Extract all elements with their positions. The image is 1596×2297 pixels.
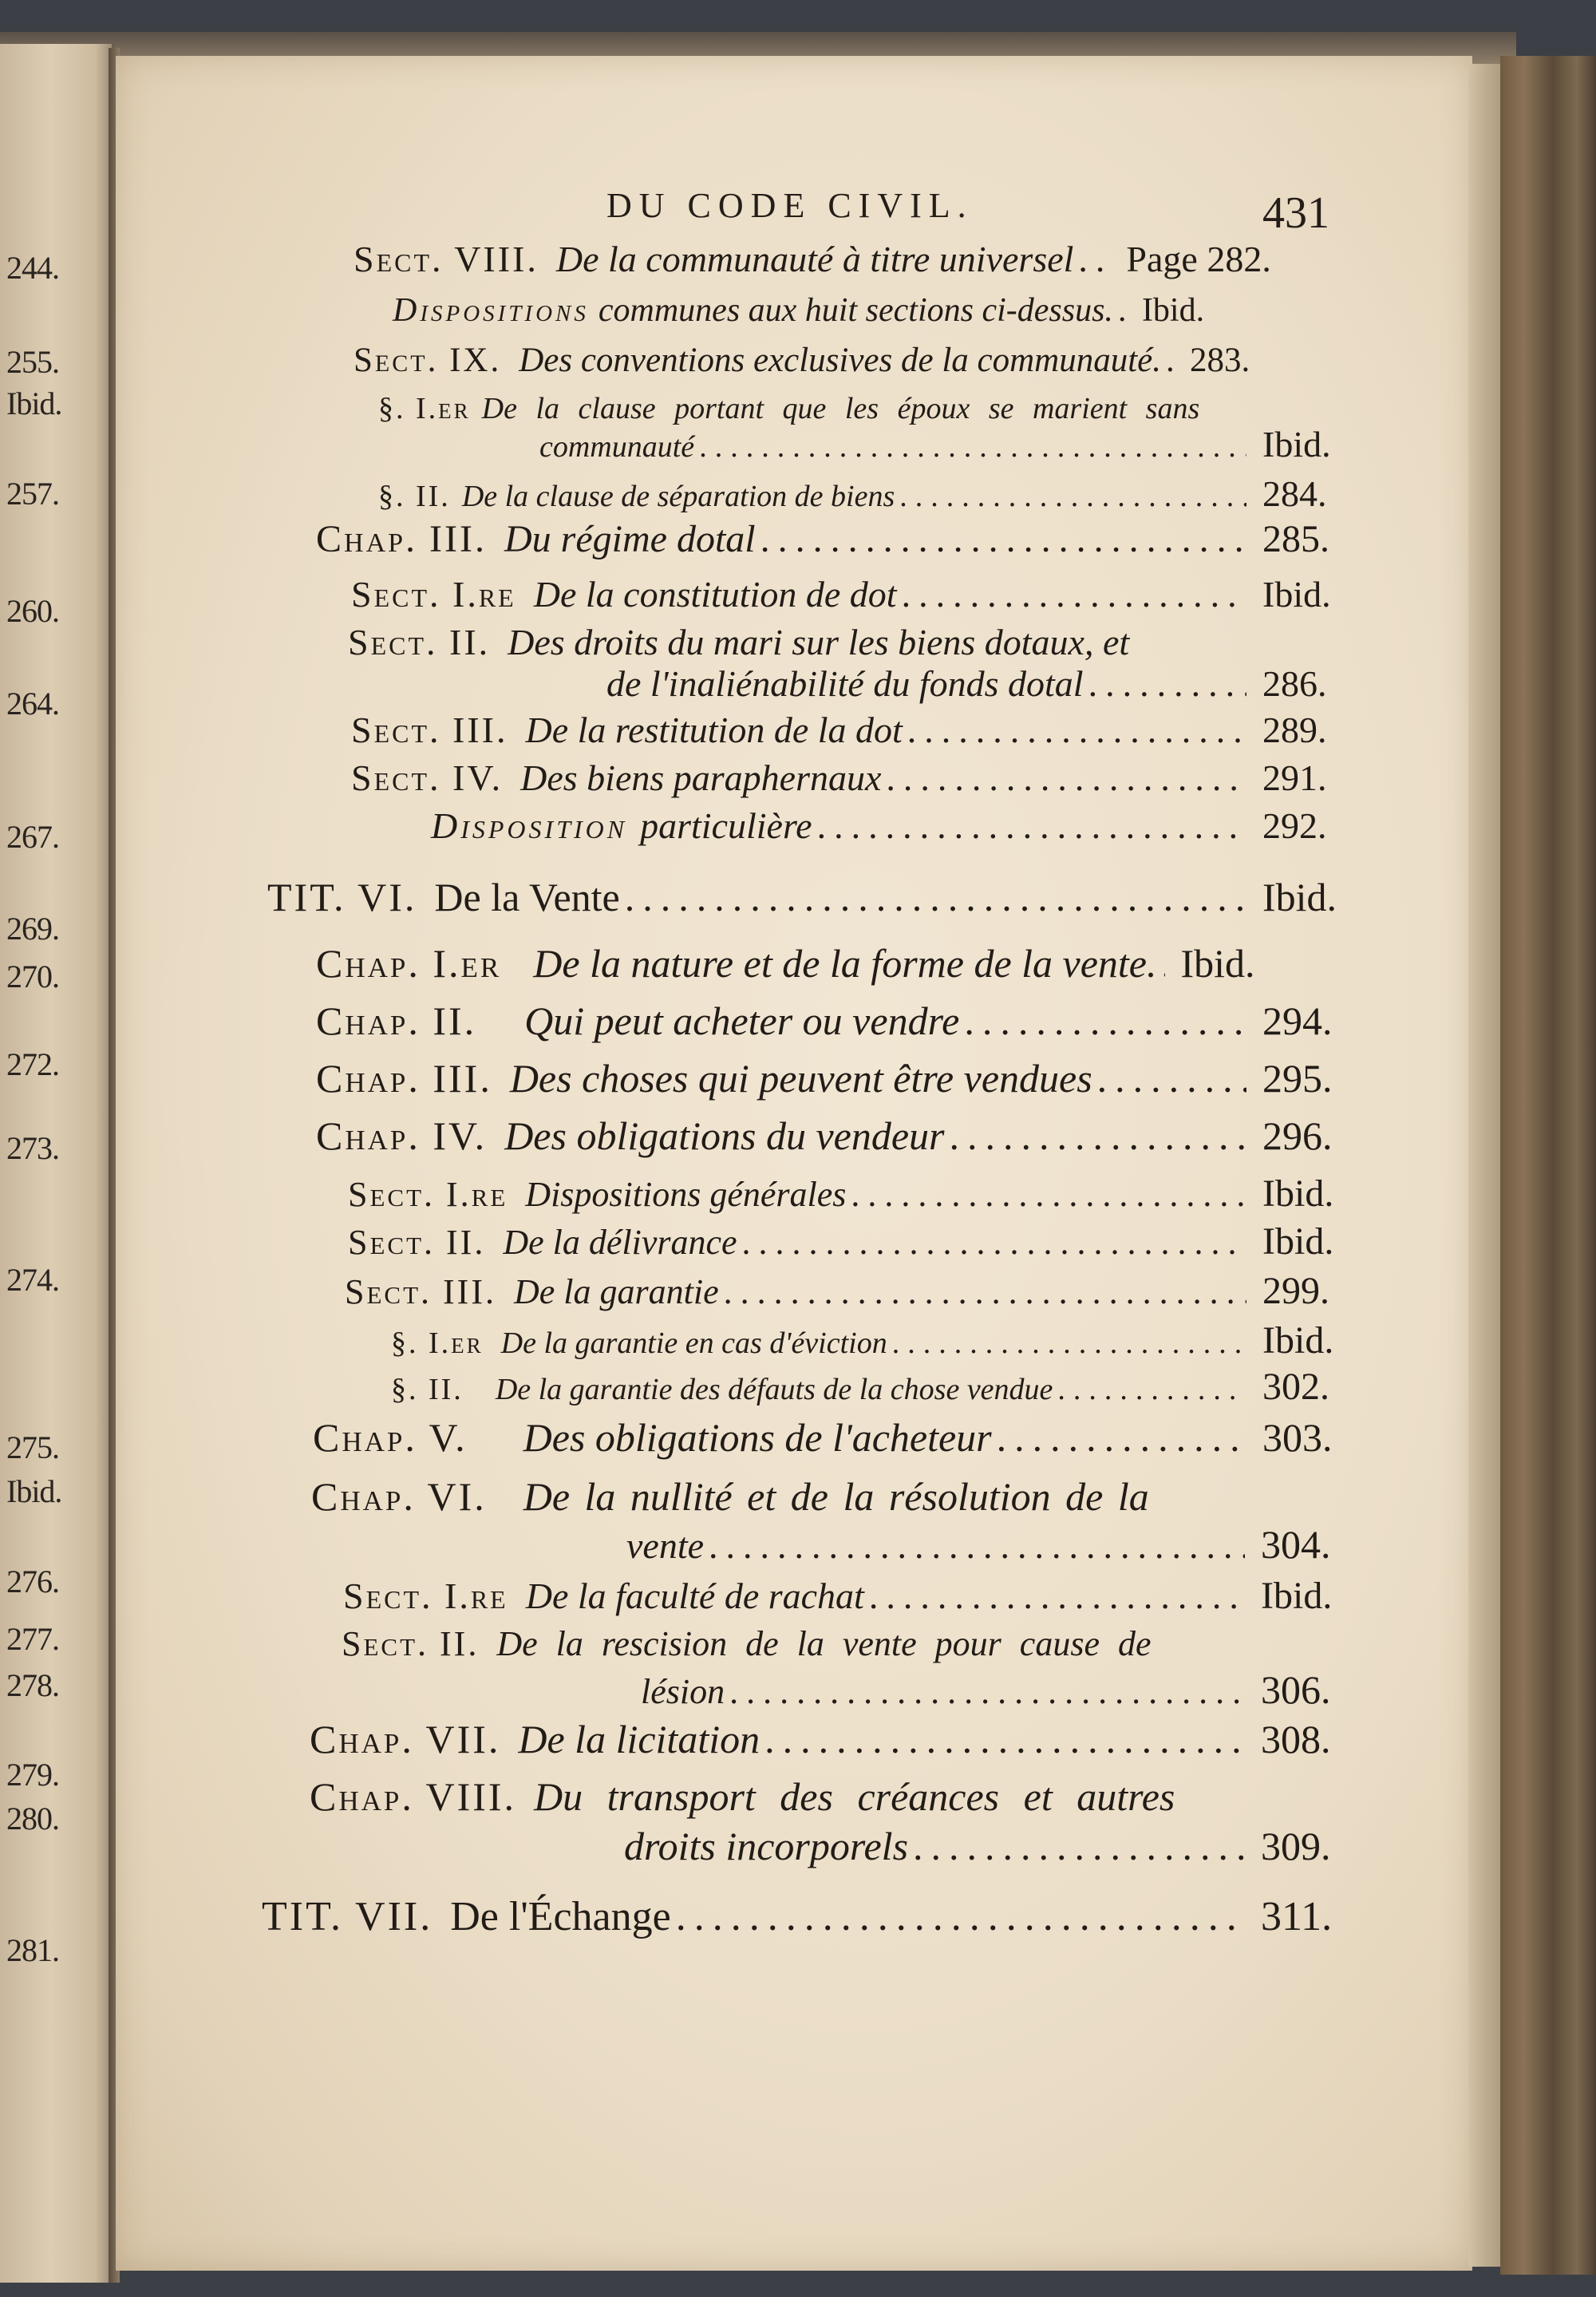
toc-entry	[378, 472, 1342, 515]
entry-page: Ibid.	[1262, 574, 1331, 615]
entry-page: Ibid.	[1141, 292, 1205, 329]
toc-entry	[378, 391, 1360, 426]
entry-title: De la restitution de la dot	[525, 710, 903, 750]
entry-label: Sect. III.	[345, 1272, 496, 1311]
running-title: DU CODE CIVIL.	[606, 186, 974, 225]
toc-entry	[391, 1365, 1342, 1409]
entry-page: 286.	[1262, 663, 1327, 704]
margin-number: 267.	[6, 819, 59, 855]
leather-binding	[1500, 56, 1596, 2275]
entry-title: De l'Échange	[450, 1894, 671, 1939]
entry-page: 283.	[1190, 342, 1250, 379]
margin-number: Ibid.	[6, 1473, 62, 1509]
entry-title: De la rescision de la vente pour cause de	[496, 1624, 1152, 1663]
margin-number: 272.	[6, 1046, 59, 1082]
entry-title: De la clause portant que les époux se marient sans	[481, 392, 1200, 425]
margin-number: 260.	[6, 593, 59, 629]
entry-title-caps: Dispositions	[393, 292, 589, 329]
entry-label: §. I.er	[391, 1326, 484, 1360]
entry-title: De la nature et de la forme de la vente.	[533, 941, 1157, 986]
toc-entry	[342, 1623, 1341, 1664]
margin-number: 275.	[6, 1429, 59, 1465]
entry-title: Des obligations du vendeur	[504, 1113, 945, 1158]
dot-leader	[1162, 940, 1165, 986]
toc-entry	[313, 1414, 1342, 1461]
dot-leader	[699, 429, 1246, 465]
entry-label: Chap. VII.	[310, 1717, 501, 1761]
margin-number: 269.	[6, 911, 59, 947]
entry-label: §. II.	[378, 480, 451, 513]
entry-title: De la garantie des défauts de la chose vendue	[495, 1373, 1053, 1406]
entry-label: Sect. III.	[351, 710, 508, 750]
margin-number: Ibid.	[6, 385, 62, 421]
entry-title: De la garantie en cas d'éviction	[500, 1326, 887, 1360]
dot-leader	[760, 517, 1246, 561]
dot-leader	[851, 1174, 1246, 1215]
entry-title-continuation: vente	[626, 1525, 705, 1566]
dot-leader	[907, 709, 1246, 751]
toc-entry	[351, 757, 1342, 799]
dot-leader	[724, 1271, 1246, 1312]
toc-entry	[431, 805, 1342, 847]
entry-title: De la nullité et de la résolution de la	[523, 1474, 1149, 1519]
dot-leader	[964, 998, 1246, 1044]
entry-page: 292.	[1262, 805, 1327, 846]
entry-label: Sect. I.re	[343, 1575, 508, 1616]
toc-entry	[311, 1473, 1341, 1520]
toc-entry	[316, 940, 1342, 986]
entry-label: Chap. IV.	[316, 1113, 488, 1158]
entry-title: Des droits du mari sur les biens dotaux, et	[508, 622, 1130, 662]
entry-page: Ibid.	[1262, 1172, 1334, 1215]
margin-number: 276.	[6, 1564, 59, 1599]
toc-entry	[348, 1172, 1342, 1216]
entry-title: De la constitution de dot	[533, 574, 897, 615]
entry-title: Du transport des créances et autres	[534, 1774, 1175, 1819]
entry-page: Ibid.	[1262, 875, 1337, 919]
entry-page: 299.	[1262, 1270, 1329, 1312]
toc-entry-continuation	[624, 1823, 1341, 1869]
toc-entry-continuation	[539, 423, 1342, 465]
toc-entry-continuation	[641, 1666, 1341, 1713]
toc-entry-continuation	[626, 1521, 1341, 1568]
toc-entry	[316, 1055, 1342, 1101]
margin-number: 264.	[6, 686, 59, 722]
entry-page: Ibid.	[1261, 1575, 1333, 1617]
margin-number: 244.	[6, 250, 59, 286]
entry-page: 308.	[1261, 1717, 1331, 1761]
entry-title: De la clause de séparation de biens	[461, 480, 895, 513]
entry-title: De la faculté de rachat	[525, 1575, 864, 1616]
entry-title-continuation: communauté	[539, 430, 695, 464]
toc-entry	[354, 238, 1343, 280]
dot-leader	[709, 1524, 1245, 1567]
entry-page: Ibid.	[1180, 941, 1255, 986]
entry-label: Chap. VIII.	[310, 1774, 517, 1819]
margin-number: 273.	[6, 1130, 59, 1166]
margin-number: 257.	[6, 476, 59, 512]
entry-label: Sect. II.	[348, 1223, 486, 1262]
entry-page: 309.	[1261, 1824, 1331, 1868]
entry-title: De la communauté à titre universel	[555, 239, 1074, 279]
toc-entry	[267, 874, 1342, 920]
entry-label: Sect. II.	[342, 1624, 480, 1663]
entry-page: 295.	[1262, 1056, 1333, 1101]
toc-entry	[348, 1220, 1342, 1263]
toc-entry	[343, 1574, 1341, 1618]
entry-label: Chap. II.	[316, 998, 477, 1043]
margin-number: 281.	[6, 1932, 59, 1968]
entry-label: §. II.	[391, 1373, 464, 1406]
entry-label: Chap. V.	[313, 1415, 468, 1460]
page-number: 431	[1262, 188, 1329, 238]
dot-leader	[886, 757, 1246, 799]
entry-page: Ibid.	[1262, 424, 1331, 465]
entry-title: Dispositions générales	[525, 1175, 847, 1214]
dot-leader	[950, 1113, 1246, 1159]
entry-title: De la licitation	[518, 1717, 760, 1761]
toc-entry	[316, 998, 1342, 1044]
entry-label: Sect. I.re	[351, 574, 516, 615]
margin-number: 278.	[6, 1667, 59, 1703]
entry-title-continuation: de l'inaliénabilité du fonds dotal	[606, 663, 1084, 704]
toc-entry	[310, 1773, 1341, 1820]
toc-entry	[393, 291, 1342, 330]
entry-title: De la garantie	[513, 1272, 719, 1311]
entry-label: Sect. IV.	[351, 757, 504, 798]
entry-title: communes aux huit sections ci-dessus.	[598, 292, 1113, 329]
dot-leader	[817, 805, 1246, 847]
dot-leader	[1057, 1372, 1246, 1407]
entry-label: §. I.er	[378, 392, 471, 425]
toc-entry	[316, 1113, 1342, 1159]
entry-page: 302.	[1262, 1366, 1329, 1408]
dot-leader	[902, 573, 1246, 615]
margin-number: 274.	[6, 1262, 59, 1298]
dot-leader	[742, 1222, 1246, 1263]
toc-entry	[391, 1319, 1342, 1362]
entry-page: Ibid.	[1262, 1220, 1334, 1263]
dot-leader	[1078, 238, 1110, 280]
dot-leader	[892, 1326, 1246, 1361]
dot-leader	[1118, 291, 1126, 330]
entry-title: Des obligations de l'acheteur	[523, 1415, 992, 1460]
entry-label: Sect. I.re	[348, 1175, 508, 1214]
entry-title: De la délivrance	[503, 1223, 737, 1262]
dot-leader	[899, 479, 1246, 514]
entry-page: Page 282.	[1126, 239, 1271, 279]
entry-label: Chap. III.	[316, 1056, 492, 1101]
margin-number: 255.	[6, 344, 59, 380]
entry-title-continuation: droits incorporels	[624, 1824, 909, 1868]
entry-label: Chap. VI.	[311, 1474, 487, 1519]
dot-leader	[869, 1575, 1245, 1617]
toc-entry	[345, 1269, 1342, 1313]
dot-leader	[997, 1414, 1246, 1461]
toc-entry	[348, 621, 1353, 663]
margin-number: 270.	[6, 959, 59, 994]
entry-label: Chap. III.	[316, 518, 487, 560]
dot-leader	[1097, 1055, 1246, 1101]
toc-entry	[354, 341, 1343, 380]
margin-number: 279.	[6, 1757, 59, 1793]
dot-leader	[913, 1823, 1245, 1869]
entry-page: 285.	[1262, 518, 1329, 560]
entry-title: Du régime dotal	[504, 518, 756, 560]
entry-page: 311.	[1261, 1894, 1333, 1939]
entry-page: 306.	[1261, 1667, 1331, 1712]
margin-number: 277.	[6, 1621, 59, 1657]
entry-page: 289.	[1262, 710, 1327, 750]
dot-leader	[729, 1671, 1245, 1712]
entry-title: De la Vente	[434, 875, 620, 919]
dot-leader	[1166, 341, 1174, 380]
margin-number: 280.	[6, 1801, 59, 1836]
entry-title-continuation: lésion	[641, 1672, 725, 1711]
dot-leader	[676, 1893, 1245, 1940]
dot-leader	[625, 874, 1246, 920]
entry-page: 304.	[1261, 1522, 1331, 1567]
entry-label: Sect. II.	[348, 622, 491, 662]
entry-page: 294.	[1262, 998, 1333, 1043]
entry-page: 291.	[1262, 757, 1327, 798]
entry-label: TIT. VII.	[262, 1894, 433, 1939]
entry-page: Ibid.	[1262, 1319, 1334, 1362]
entry-page: 296.	[1262, 1113, 1333, 1158]
toc-entry	[351, 573, 1342, 615]
toc-entry	[316, 517, 1342, 561]
entry-title-caps: Disposition	[431, 805, 628, 846]
entry-label: Sect. VIII.	[354, 239, 539, 279]
toc-entry	[262, 1893, 1341, 1940]
entry-page: 303.	[1262, 1415, 1333, 1460]
entry-title: particulière	[640, 805, 812, 846]
entry-label: Chap. I.er	[316, 941, 502, 986]
dot-leader	[764, 1716, 1245, 1762]
entry-title: Des conventions exclusives de la communauté.	[519, 342, 1162, 379]
dot-leader	[1088, 662, 1246, 705]
toc-entry	[351, 709, 1342, 751]
entry-title: Des choses qui peuvent être vendues	[509, 1056, 1092, 1101]
entry-title: Qui peut acheter ou vendre	[524, 998, 960, 1043]
toc-entry-continuation	[606, 662, 1342, 705]
entry-title: Des biens paraphernaux	[520, 757, 882, 798]
entry-label: TIT. VI.	[267, 875, 417, 919]
entry-label: Sect. IX.	[354, 342, 502, 379]
toc-entry	[310, 1716, 1341, 1762]
entry-page: 284.	[1262, 473, 1327, 514]
